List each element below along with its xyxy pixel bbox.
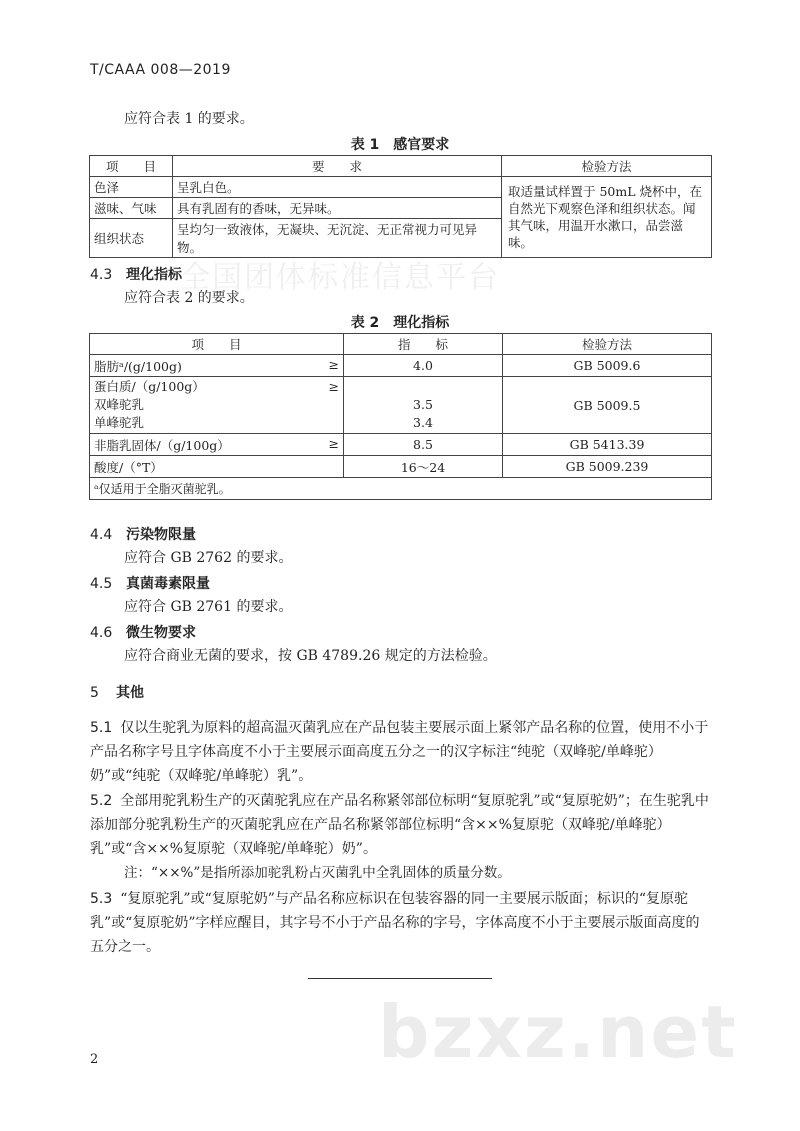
section-4-3-text: 应符合表 2 的要求。 [124, 290, 254, 306]
table2-header-row [90, 334, 712, 355]
table2-method: GB 5009.239 [503, 456, 712, 478]
table1-requirement: 具有乳固有的香味，无异味。 [173, 198, 502, 219]
table2-footnote-row [90, 478, 712, 500]
section-number: 4.6 [90, 625, 113, 641]
ge-sign: ≥ [328, 379, 339, 394]
section-number: 4.3 [90, 267, 113, 283]
section-4-4-heading [90, 524, 196, 544]
table2-method: GB 5009.5 [503, 377, 712, 434]
clause-5-3 [90, 887, 710, 959]
clause-text: 仅以生驼乳为原料的超高温灭菌乳应在产品包装主要展示面上紧邻产品名称的位置，使用不小于产品名称字号且字体高度不小于主要展示面高度五分之一的汉字标注“纯驼（双峰驼/单峰驼）奶”或“纯驼（双峰驼/单峰驼）乳”。 [90, 720, 709, 784]
section-number: 5 [90, 685, 99, 701]
table2-physicochemical [89, 333, 712, 500]
standard-number: T/CAAA 008—2019 [90, 62, 231, 78]
table1-header-row [90, 156, 712, 177]
section-4-4-text: 应符合 GB 2762 的要求。 [124, 550, 293, 566]
section-title: 真菌毒素限量 [126, 576, 210, 592]
section-4-3-heading [90, 264, 182, 284]
sub-item-dromedary: 单峰驼乳 [94, 415, 145, 430]
clause-text: “复原驼乳”或“复原驼奶”与产品名称应标识在包装容器的同一主要展示版面；标识的“复原驼乳”或“复原驼奶”字样应醒目，其字号不小于产品名称的字号，字体高度不小于主要展示版面高度的五分之一。 [90, 891, 700, 955]
sub-item-bactrian: 双峰驼乳 [94, 397, 145, 412]
table2-method: GB 5413.39 [503, 434, 712, 456]
table2-item [90, 434, 344, 456]
table1-requirement: 呈均匀一致液体，无凝块、无沉淀、无正常视力可见异物。 [173, 219, 502, 258]
section-title: 理化指标 [126, 267, 182, 283]
section-4-5-heading [90, 573, 210, 593]
item-label: 蛋白质/（g/100g） [94, 379, 205, 394]
table2-caption: 表 2 理化指标 [350, 315, 450, 331]
clause-number: 5.2 [90, 793, 113, 809]
table-row [90, 177, 712, 198]
value-dromedary: 3.4 [413, 415, 433, 430]
ge-sign: ≥ [328, 435, 339, 451]
table2-item [90, 377, 344, 434]
section-number: 4.4 [90, 527, 113, 543]
table1-sensory [89, 155, 712, 258]
table1-method: 取适量试样置于 50mL 烧杯中，在自然光下观察色泽和组织状态。闻其气味，用温开水漱口，品尝滋味。 [502, 177, 712, 258]
table1-item: 组织状态 [90, 219, 173, 258]
table2-item [90, 456, 344, 478]
table1-item: 色泽 [90, 177, 173, 198]
section-4-6-heading [90, 622, 196, 642]
section-4-6-text: 应符合商业无菌的要求，按 GB 4789.26 规定的方法检验。 [124, 648, 497, 664]
clause-number: 5.3 [90, 891, 113, 907]
table-row [90, 456, 712, 478]
table2-footnote: ᵃ仅适用于全脂灭菌驼乳。 [90, 478, 712, 500]
item-label: 非脂乳固体/（g/100g） [94, 437, 230, 453]
table1-caption: 表 1 感官要求 [350, 137, 450, 153]
watermark-site: bzxz.net [378, 990, 738, 1074]
value-bactrian: 3.5 [413, 397, 433, 412]
clause-5-2-note: 注：“××%”是指所添加驼乳粉占灭菌乳中全乳固体的质量分数。 [124, 865, 511, 881]
section-number: 4.5 [90, 576, 113, 592]
table2-value: 8.5 [344, 434, 503, 456]
clause-text: 全部用驼乳粉生产的灭菌驼乳应在产品名称紧邻部位标明“复原驼乳”或“复原驼奶”；在生驼乳中添加部分驼乳粉生产的灭菌驼乳应在产品名称紧邻部位标明“含××%复原驼（双峰驼/单峰驼）乳”或“含××%复原驼（双峰驼/单峰驼）奶”。 [90, 793, 709, 857]
clause-number: 5.1 [90, 720, 113, 736]
table2-header-value: 指 标 [344, 334, 503, 355]
table1-header-item: 项 目 [90, 156, 173, 177]
section-5-heading [90, 682, 144, 702]
section-title: 污染物限量 [126, 527, 196, 543]
watermark-platform: 全国团体标准信息平台 [180, 260, 500, 295]
ge-sign: ≥ [328, 356, 339, 372]
table-row [90, 377, 712, 434]
table-row [90, 434, 712, 456]
section-title: 其他 [116, 685, 144, 701]
table2-header-item: 项 目 [90, 334, 344, 355]
section-4-5-text: 应符合 GB 2761 的要求。 [124, 599, 293, 615]
table1-requirement: 呈乳白色。 [173, 177, 502, 198]
table-row [90, 355, 712, 377]
table1-header-requirement: 要 求 [173, 156, 502, 177]
page-number: 2 [90, 1052, 99, 1067]
table2-value [344, 377, 503, 434]
intro-line: 应符合表 1 的要求。 [124, 111, 254, 127]
item-label: 酸度/（°T） [94, 459, 163, 475]
section-title: 微生物要求 [126, 625, 196, 641]
clause-5-1 [90, 716, 710, 788]
item-label: 脂肪ᵃ/(g/100g) [94, 358, 182, 374]
table2-value: 16～24 [344, 456, 503, 478]
table2-method: GB 5009.6 [503, 355, 712, 377]
table1-item: 滋味、气味 [90, 198, 173, 219]
table1-header-method: 检验方法 [502, 156, 712, 177]
table2-header-method: 检验方法 [503, 334, 712, 355]
table2-item [90, 355, 344, 377]
clause-5-2 [90, 789, 710, 861]
table2-value: 4.0 [344, 355, 503, 377]
end-rule [308, 978, 492, 979]
